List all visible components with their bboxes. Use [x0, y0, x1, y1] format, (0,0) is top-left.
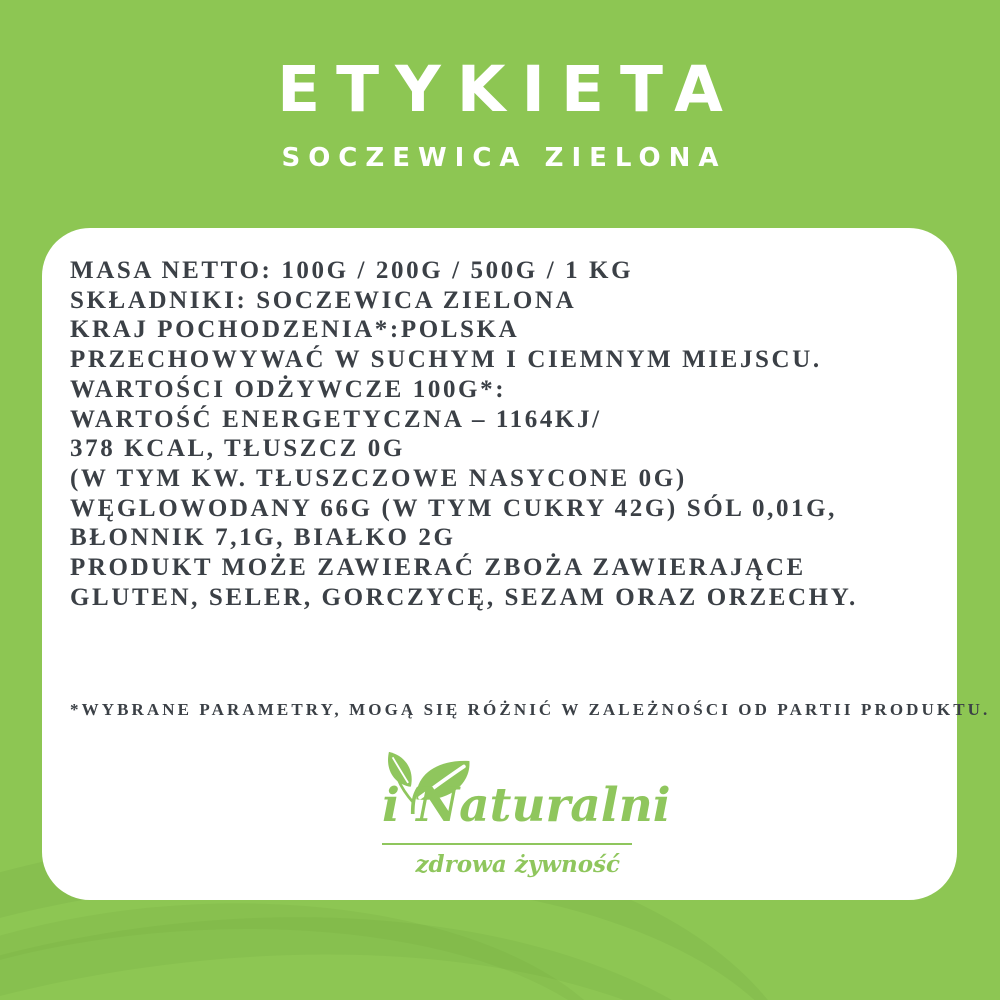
- label-footnote: *WYBRANE PARAMETRY, MOGĄ SIĘ RÓŻNIĆ W ZALEŻNOŚCI OD PARTII PRODUKTU.: [70, 700, 991, 719]
- label-line: 378 KCAL, TŁUSZCZ 0G: [70, 435, 405, 463]
- label-line: PRZECHOWYWAĆ W SUCHYM I CIEMNYM MIEJSCU.: [70, 346, 822, 374]
- brand-name: i Naturalni: [382, 778, 671, 833]
- label-line: PRODUKT MOŻE ZAWIERAĆ ZBOŻA ZAWIERAJĄCE: [70, 554, 806, 582]
- page-subtitle: SOCZEWICA ZIELONA: [281, 143, 727, 173]
- label-card: [42, 228, 991, 900]
- label-line: KRAJ POCHODZENIA*:POLSKA: [70, 316, 520, 344]
- page-title: ETYKIETA: [277, 53, 739, 126]
- label-line: WARTOŚCI ODŻYWCZE 100G*:: [70, 375, 507, 403]
- label-line: BŁONNIK 7,1G, BIAŁKO 2G: [70, 524, 456, 552]
- label-line: WARTOŚĆ ENERGETYCZNA – 1164KJ/: [70, 405, 602, 433]
- brand-tagline: zdrowa żywność: [415, 851, 620, 878]
- label-body: [70, 256, 930, 612]
- label-line: WĘGLOWODANY 66G (W TYM CUKRY 42G) SÓL 0,01G,: [70, 494, 838, 522]
- brand-logo: [382, 750, 671, 890]
- logo-divider: [382, 843, 632, 845]
- label-line: SKŁADNIKI: SOCZEWICA ZIELONA: [70, 286, 577, 314]
- label-line: MASA NETTO: 100G / 200G / 500G / 1 KG: [70, 257, 634, 284]
- label-line: (W TYM KW. TŁUSZCZOWE NASYCONE 0G): [70, 464, 687, 492]
- label-line: GLUTEN, SELER, GORCZYCĘ, SEZAM ORAZ ORZECHY.: [70, 583, 858, 611]
